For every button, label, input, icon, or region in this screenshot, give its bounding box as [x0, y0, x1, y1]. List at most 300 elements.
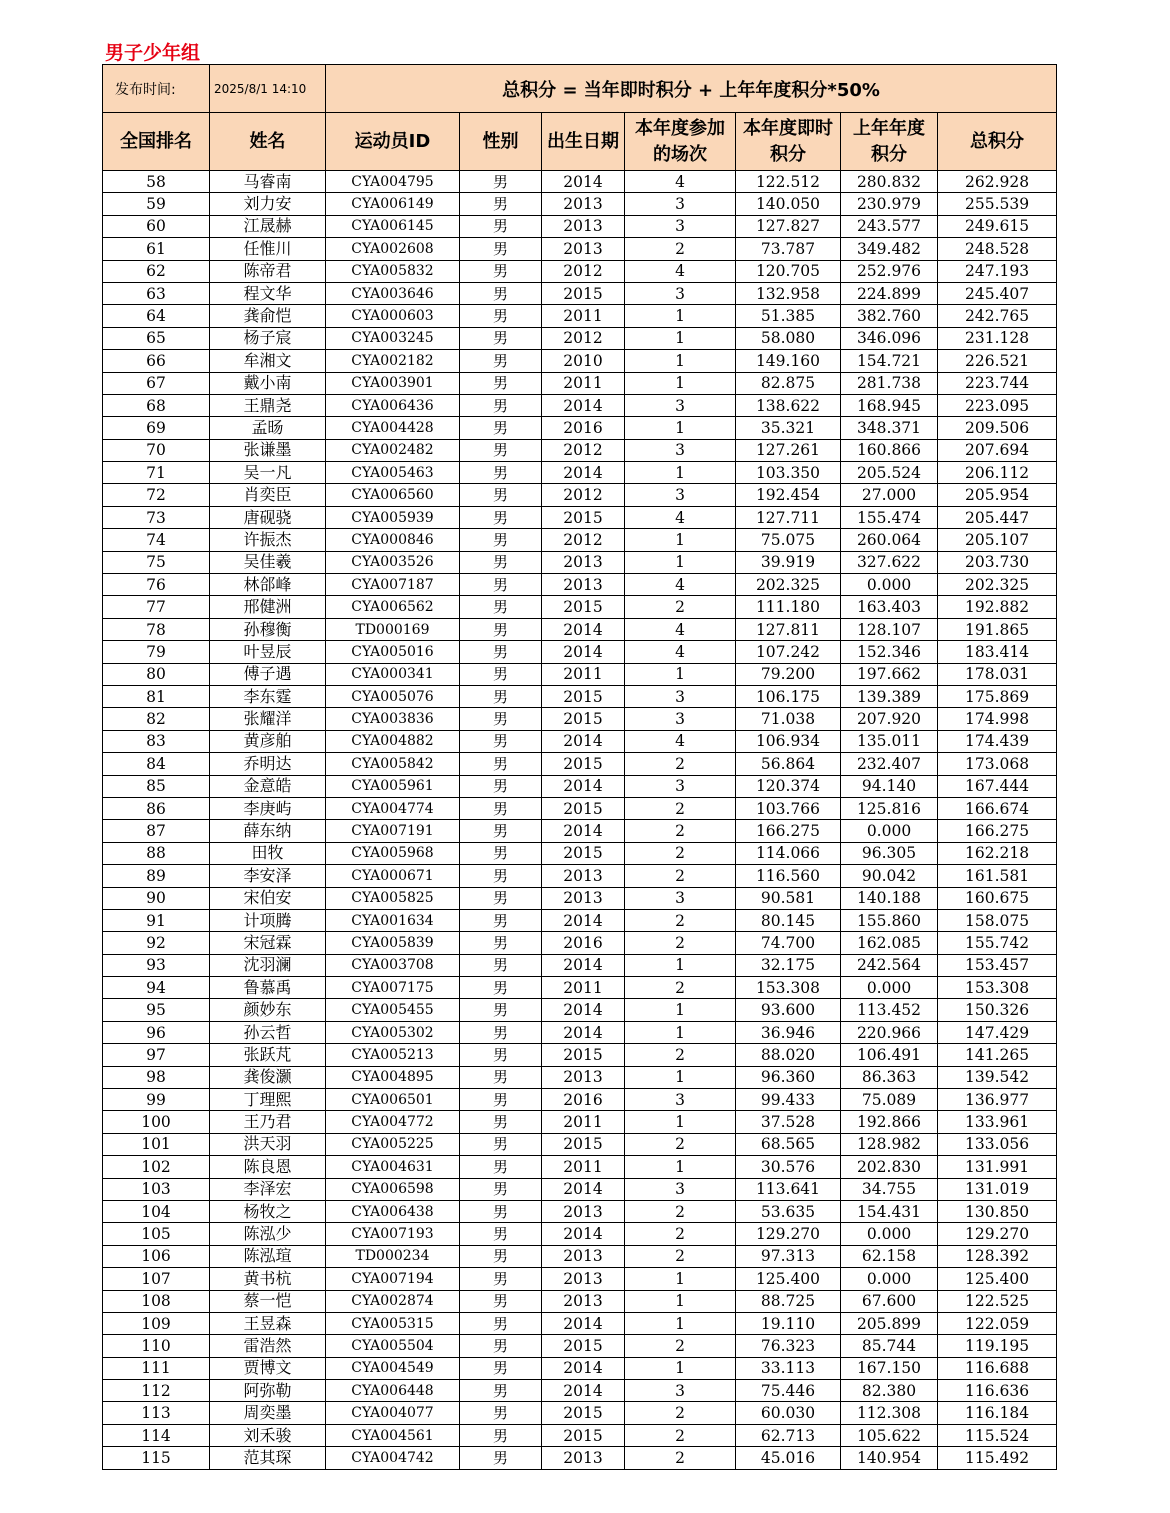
birth-cell: 2014 [542, 1178, 625, 1200]
total-points-cell: 203.730 [938, 551, 1057, 573]
total-points-cell: 115.524 [938, 1424, 1057, 1446]
gender-cell: 男 [460, 1021, 542, 1043]
events-cell: 3 [625, 439, 736, 461]
current-points-cell: 73.787 [736, 238, 841, 260]
table-row [103, 551, 1057, 573]
name-cell: 宋伯安 [210, 887, 326, 909]
current-points-cell: 120.705 [736, 260, 841, 282]
gender-cell: 男 [460, 1290, 542, 1312]
athlete-id-cell: CYA001634 [326, 909, 460, 931]
last-year-points-cell: 125.816 [841, 797, 938, 819]
current-points-cell: 37.528 [736, 1111, 841, 1133]
athlete-id-cell: CYA005315 [326, 1312, 460, 1334]
athlete-id-cell: CYA007194 [326, 1268, 460, 1290]
rank-cell: 76 [103, 574, 210, 596]
gender-cell: 男 [460, 909, 542, 931]
events-cell: 4 [625, 171, 736, 193]
athlete-id-cell: CYA005504 [326, 1335, 460, 1357]
events-cell: 1 [625, 1111, 736, 1133]
rank-cell: 77 [103, 596, 210, 618]
name-cell: 江晟赫 [210, 215, 326, 237]
header-last-year-points [841, 113, 938, 171]
events-cell: 1 [625, 1066, 736, 1088]
table-row [103, 1156, 1057, 1178]
events-cell: 1 [625, 999, 736, 1021]
events-cell: 1 [625, 462, 736, 484]
table-row [103, 529, 1057, 551]
total-points-cell: 255.539 [938, 193, 1057, 215]
last-year-points-cell: 0.000 [841, 820, 938, 842]
last-year-points-cell: 162.085 [841, 932, 938, 954]
name-cell: 贾博文 [210, 1357, 326, 1379]
current-points-cell: 106.175 [736, 685, 841, 707]
birth-cell: 2015 [542, 506, 625, 528]
current-points-cell: 45.016 [736, 1447, 841, 1469]
header-birth: 出生日期 [542, 113, 625, 171]
name-cell: 孙穆衡 [210, 618, 326, 640]
gender-cell: 男 [460, 1044, 542, 1066]
gender-cell: 男 [460, 820, 542, 842]
current-points-cell: 71.038 [736, 708, 841, 730]
total-points-cell: 153.308 [938, 977, 1057, 999]
table-row [103, 932, 1057, 954]
table-row [103, 394, 1057, 416]
current-points-cell: 114.066 [736, 842, 841, 864]
table-row [103, 641, 1057, 663]
birth-cell: 2013 [542, 551, 625, 573]
current-points-cell: 56.864 [736, 753, 841, 775]
events-cell: 4 [625, 641, 736, 663]
last-year-points-cell: 202.830 [841, 1156, 938, 1178]
events-cell: 1 [625, 1357, 736, 1379]
name-cell: 孟旸 [210, 417, 326, 439]
rank-cell: 103 [103, 1178, 210, 1200]
table-row [103, 999, 1057, 1021]
total-points-cell: 205.107 [938, 529, 1057, 551]
birth-cell: 2014 [542, 1312, 625, 1334]
current-points-cell: 138.622 [736, 394, 841, 416]
total-points-cell: 205.447 [938, 506, 1057, 528]
rank-cell: 104 [103, 1200, 210, 1222]
table-row [103, 753, 1057, 775]
total-points-cell: 207.694 [938, 439, 1057, 461]
header-row [103, 113, 1057, 171]
events-cell: 1 [625, 372, 736, 394]
info-row [103, 65, 1057, 113]
athlete-id-cell: CYA005825 [326, 887, 460, 909]
events-cell: 1 [625, 551, 736, 573]
athlete-id-cell: CYA005842 [326, 753, 460, 775]
athlete-id-cell: CYA004077 [326, 1402, 460, 1424]
athlete-id-cell: CYA006598 [326, 1178, 460, 1200]
table-row [103, 618, 1057, 640]
events-cell: 1 [625, 305, 736, 327]
events-cell: 2 [625, 596, 736, 618]
rank-cell: 62 [103, 260, 210, 282]
table-row [103, 372, 1057, 394]
current-points-cell: 30.576 [736, 1156, 841, 1178]
gender-cell: 男 [460, 977, 542, 999]
last-year-points-cell: 34.755 [841, 1178, 938, 1200]
birth-cell: 2013 [542, 1447, 625, 1469]
total-points-cell: 175.869 [938, 685, 1057, 707]
last-year-points-cell: 243.577 [841, 215, 938, 237]
current-points-cell: 99.433 [736, 1089, 841, 1111]
birth-cell: 2013 [542, 193, 625, 215]
current-points-cell: 97.313 [736, 1245, 841, 1267]
name-cell: 王昱森 [210, 1312, 326, 1334]
last-year-points-cell: 163.403 [841, 596, 938, 618]
name-cell: 颜妙东 [210, 999, 326, 1021]
last-year-points-cell: 327.622 [841, 551, 938, 573]
table-row [103, 484, 1057, 506]
name-cell: 蔡一恺 [210, 1290, 326, 1312]
table-row [103, 1133, 1057, 1155]
last-year-points-cell: 140.954 [841, 1447, 938, 1469]
gender-cell: 男 [460, 708, 542, 730]
rank-cell: 94 [103, 977, 210, 999]
rank-cell: 89 [103, 865, 210, 887]
athlete-id-cell: CYA007175 [326, 977, 460, 999]
events-cell: 3 [625, 1089, 736, 1111]
birth-cell: 2015 [542, 708, 625, 730]
last-year-points-cell: 135.011 [841, 730, 938, 752]
total-points-cell: 249.615 [938, 215, 1057, 237]
current-points-cell: 93.600 [736, 999, 841, 1021]
birth-cell: 2015 [542, 282, 625, 304]
events-cell: 3 [625, 685, 736, 707]
total-points-cell: 128.392 [938, 1245, 1057, 1267]
gender-cell: 男 [460, 484, 542, 506]
events-cell: 3 [625, 484, 736, 506]
table-row [103, 954, 1057, 976]
athlete-id-cell: CYA005839 [326, 932, 460, 954]
birth-cell: 2013 [542, 215, 625, 237]
table-body [103, 171, 1057, 1470]
rank-cell: 115 [103, 1447, 210, 1469]
athlete-id-cell: CYA006149 [326, 193, 460, 215]
current-points-cell: 127.261 [736, 439, 841, 461]
events-cell: 3 [625, 282, 736, 304]
gender-cell: 男 [460, 1066, 542, 1088]
gender-cell: 男 [460, 663, 542, 685]
current-points-cell: 75.075 [736, 529, 841, 551]
total-points-cell: 231.128 [938, 327, 1057, 349]
athlete-id-cell: CYA000846 [326, 529, 460, 551]
birth-cell: 2011 [542, 977, 625, 999]
total-points-cell: 202.325 [938, 574, 1057, 596]
events-cell: 1 [625, 1312, 736, 1334]
athlete-id-cell: CYA005076 [326, 685, 460, 707]
last-year-points-cell: 128.982 [841, 1133, 938, 1155]
name-cell: 王鼎尧 [210, 394, 326, 416]
last-year-points-cell: 155.860 [841, 909, 938, 931]
athlete-id-cell: CYA004772 [326, 1111, 460, 1133]
rank-cell: 101 [103, 1133, 210, 1155]
total-points-cell: 192.882 [938, 596, 1057, 618]
total-points-cell: 223.095 [938, 394, 1057, 416]
table-row [103, 663, 1057, 685]
last-year-points-cell: 230.979 [841, 193, 938, 215]
name-cell: 许振杰 [210, 529, 326, 551]
last-year-points-cell: 113.452 [841, 999, 938, 1021]
events-cell: 2 [625, 1447, 736, 1469]
gender-cell: 男 [460, 260, 542, 282]
table-row [103, 596, 1057, 618]
athlete-id-cell: CYA004561 [326, 1424, 460, 1446]
table-row [103, 1447, 1057, 1469]
rank-cell: 88 [103, 842, 210, 864]
athlete-id-cell: CYA000341 [326, 663, 460, 685]
athlete-id-cell: CYA005213 [326, 1044, 460, 1066]
name-cell: 丁理熙 [210, 1089, 326, 1111]
total-points-cell: 116.688 [938, 1357, 1057, 1379]
current-points-cell: 53.635 [736, 1200, 841, 1222]
gender-cell: 男 [460, 753, 542, 775]
last-year-points-cell: 105.622 [841, 1424, 938, 1446]
name-cell: 程文华 [210, 282, 326, 304]
events-cell: 4 [625, 618, 736, 640]
events-cell: 2 [625, 238, 736, 260]
rank-cell: 97 [103, 1044, 210, 1066]
name-cell: 李泽宏 [210, 1178, 326, 1200]
name-cell: 陈帝君 [210, 260, 326, 282]
rank-cell: 108 [103, 1290, 210, 1312]
events-cell: 2 [625, 1044, 736, 1066]
last-year-points-cell: 27.000 [841, 484, 938, 506]
athlete-id-cell: TD000169 [326, 618, 460, 640]
current-points-cell: 76.323 [736, 1335, 841, 1357]
total-points-cell: 136.977 [938, 1089, 1057, 1111]
rank-cell: 71 [103, 462, 210, 484]
name-cell: 杨子宸 [210, 327, 326, 349]
rank-cell: 93 [103, 954, 210, 976]
events-cell: 4 [625, 730, 736, 752]
rank-cell: 66 [103, 350, 210, 372]
last-year-points-cell: 96.305 [841, 842, 938, 864]
name-cell: 沈羽澜 [210, 954, 326, 976]
gender-cell: 男 [460, 887, 542, 909]
birth-cell: 2015 [542, 1335, 625, 1357]
birth-cell: 2014 [542, 1223, 625, 1245]
current-points-cell: 62.713 [736, 1424, 841, 1446]
name-cell: 周奕墨 [210, 1402, 326, 1424]
last-year-points-cell: 86.363 [841, 1066, 938, 1088]
birth-cell: 2014 [542, 909, 625, 931]
events-cell: 2 [625, 932, 736, 954]
rank-cell: 74 [103, 529, 210, 551]
total-points-cell: 191.865 [938, 618, 1057, 640]
events-cell: 2 [625, 820, 736, 842]
name-cell: 任惟川 [210, 238, 326, 260]
events-cell: 3 [625, 1178, 736, 1200]
gender-cell: 男 [460, 1335, 542, 1357]
last-year-points-cell: 192.866 [841, 1111, 938, 1133]
table-row [103, 327, 1057, 349]
total-points-cell: 153.457 [938, 954, 1057, 976]
gender-cell: 男 [460, 775, 542, 797]
rank-cell: 73 [103, 506, 210, 528]
name-cell: 李庚屿 [210, 797, 326, 819]
table-row [103, 574, 1057, 596]
total-points-cell: 160.675 [938, 887, 1057, 909]
events-cell: 3 [625, 1380, 736, 1402]
athlete-id-cell: CYA005832 [326, 260, 460, 282]
rank-cell: 78 [103, 618, 210, 640]
current-points-cell: 103.350 [736, 462, 841, 484]
last-year-points-cell: 155.474 [841, 506, 938, 528]
publish-label: 发布时间: [103, 65, 210, 113]
birth-cell: 2012 [542, 260, 625, 282]
rank-cell: 83 [103, 730, 210, 752]
birth-cell: 2012 [542, 327, 625, 349]
rank-cell: 107 [103, 1268, 210, 1290]
current-points-cell: 125.400 [736, 1268, 841, 1290]
birth-cell: 2014 [542, 394, 625, 416]
birth-cell: 2014 [542, 641, 625, 663]
last-year-points-cell: 154.721 [841, 350, 938, 372]
athlete-id-cell: CYA006501 [326, 1089, 460, 1111]
name-cell: 傅子遇 [210, 663, 326, 685]
events-cell: 2 [625, 1133, 736, 1155]
athlete-id-cell: CYA007191 [326, 820, 460, 842]
last-year-points-cell: 0.000 [841, 1223, 938, 1245]
athlete-id-cell: CYA005968 [326, 842, 460, 864]
rank-cell: 112 [103, 1380, 210, 1402]
gender-cell: 男 [460, 1268, 542, 1290]
gender-cell: 男 [460, 439, 542, 461]
name-cell: 龚俞恺 [210, 305, 326, 327]
ranking-table [102, 64, 1057, 1470]
current-points-cell: 39.919 [736, 551, 841, 573]
last-year-points-cell: 260.064 [841, 529, 938, 551]
total-points-cell: 178.031 [938, 663, 1057, 685]
birth-cell: 2014 [542, 1380, 625, 1402]
gender-cell: 男 [460, 1223, 542, 1245]
athlete-id-cell: CYA000603 [326, 305, 460, 327]
table-row [103, 977, 1057, 999]
events-cell: 1 [625, 954, 736, 976]
athlete-id-cell: CYA006438 [326, 1200, 460, 1222]
table-row [103, 1357, 1057, 1379]
name-cell: 吴一凡 [210, 462, 326, 484]
gender-cell: 男 [460, 954, 542, 976]
events-cell: 1 [625, 529, 736, 551]
rank-cell: 70 [103, 439, 210, 461]
total-points-cell: 155.742 [938, 932, 1057, 954]
last-year-points-cell: 168.945 [841, 394, 938, 416]
birth-cell: 2012 [542, 439, 625, 461]
current-points-cell: 35.321 [736, 417, 841, 439]
table-row [103, 730, 1057, 752]
last-year-points-cell: 346.096 [841, 327, 938, 349]
events-cell: 4 [625, 506, 736, 528]
name-cell: 张耀洋 [210, 708, 326, 730]
gender-cell: 男 [460, 462, 542, 484]
table-row [103, 1312, 1057, 1334]
birth-cell: 2014 [542, 775, 625, 797]
last-year-points-cell: 85.744 [841, 1335, 938, 1357]
rank-cell: 82 [103, 708, 210, 730]
gender-cell: 男 [460, 282, 542, 304]
total-points-cell: 173.068 [938, 753, 1057, 775]
current-points-cell: 90.581 [736, 887, 841, 909]
birth-cell: 2014 [542, 462, 625, 484]
name-cell: 牟湘文 [210, 350, 326, 372]
current-points-cell: 127.827 [736, 215, 841, 237]
rank-cell: 105 [103, 1223, 210, 1245]
table-row [103, 417, 1057, 439]
total-points-cell: 206.112 [938, 462, 1057, 484]
athlete-id-cell: CYA005302 [326, 1021, 460, 1043]
current-points-cell: 33.113 [736, 1357, 841, 1379]
group-title: 男子少年组 [105, 42, 201, 64]
table-row [103, 1290, 1057, 1312]
gender-cell: 男 [460, 641, 542, 663]
total-points-cell: 133.961 [938, 1111, 1057, 1133]
last-year-points-cell: 128.107 [841, 618, 938, 640]
birth-cell: 2014 [542, 820, 625, 842]
current-points-cell: 111.180 [736, 596, 841, 618]
birth-cell: 2013 [542, 887, 625, 909]
current-points-cell: 58.080 [736, 327, 841, 349]
rank-cell: 91 [103, 909, 210, 931]
table-row [103, 462, 1057, 484]
current-points-cell: 127.811 [736, 618, 841, 640]
events-cell: 3 [625, 193, 736, 215]
name-cell: 龚俊灏 [210, 1066, 326, 1088]
rank-cell: 109 [103, 1312, 210, 1334]
athlete-id-cell: CYA002608 [326, 238, 460, 260]
last-year-points-cell: 0.000 [841, 977, 938, 999]
gender-cell: 男 [460, 171, 542, 193]
athlete-id-cell: CYA002874 [326, 1290, 460, 1312]
events-cell: 3 [625, 394, 736, 416]
name-cell: 黄彦舶 [210, 730, 326, 752]
rank-cell: 75 [103, 551, 210, 573]
birth-cell: 2014 [542, 1357, 625, 1379]
total-points-cell: 115.492 [938, 1447, 1057, 1469]
events-cell: 2 [625, 865, 736, 887]
total-points-cell: 122.059 [938, 1312, 1057, 1334]
table-row [103, 1200, 1057, 1222]
name-cell: 宋冠霖 [210, 932, 326, 954]
events-cell: 2 [625, 753, 736, 775]
current-points-cell: 202.325 [736, 574, 841, 596]
total-points-cell: 147.429 [938, 1021, 1057, 1043]
events-cell: 1 [625, 663, 736, 685]
total-points-cell: 141.265 [938, 1044, 1057, 1066]
current-points-cell: 140.050 [736, 193, 841, 215]
events-cell: 2 [625, 1245, 736, 1267]
current-points-cell: 96.360 [736, 1066, 841, 1088]
last-year-points-cell: 154.431 [841, 1200, 938, 1222]
rank-cell: 80 [103, 663, 210, 685]
table-row [103, 1178, 1057, 1200]
gender-cell: 男 [460, 1447, 542, 1469]
total-points-cell: 245.407 [938, 282, 1057, 304]
gender-cell: 男 [460, 529, 542, 551]
name-cell: 黄书杭 [210, 1268, 326, 1290]
table-row [103, 685, 1057, 707]
athlete-id-cell: CYA007193 [326, 1223, 460, 1245]
name-cell: 吴佳羲 [210, 551, 326, 573]
events-cell: 4 [625, 574, 736, 596]
birth-cell: 2015 [542, 685, 625, 707]
events-cell: 1 [625, 417, 736, 439]
gender-cell: 男 [460, 596, 542, 618]
table-row [103, 506, 1057, 528]
